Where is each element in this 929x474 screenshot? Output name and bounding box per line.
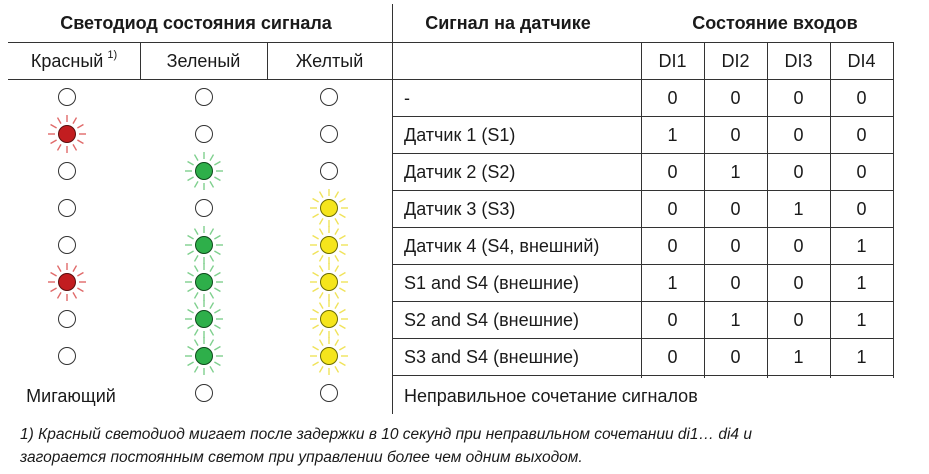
yellow-led-off-icon (320, 88, 338, 106)
yellow-led-off-icon (320, 384, 338, 402)
di4-value: 1 (856, 310, 867, 330)
grid-line (392, 42, 641, 43)
di2-value: 0 (730, 88, 741, 108)
sensor-cell: S3 and S4 (внешние) (404, 347, 580, 367)
di2-value: 0 (730, 347, 741, 367)
green-led-on-icon (195, 162, 213, 180)
red-led-off-icon (58, 310, 76, 328)
grid-line (767, 42, 768, 378)
grid-line (140, 42, 141, 79)
di3-value: 0 (793, 88, 804, 108)
di4-value: 0 (856, 88, 867, 108)
grid-line (392, 264, 893, 265)
green-led-on-icon (195, 236, 213, 254)
footnote-line-2: загорается постоянным светом при управлении более чем одним выходом. (20, 449, 583, 466)
di1-header: DI1 (658, 50, 687, 71)
green-led-off-icon (195, 384, 213, 402)
red-led-on-icon (58, 273, 76, 291)
di2-value: 0 (730, 236, 741, 256)
wrong-combination-label: Неправильное сочетание сигналов (404, 385, 698, 406)
green-led-on-icon (195, 273, 213, 291)
sensor-header: Сигнал на датчике (425, 12, 591, 33)
green-led-on-icon (195, 347, 213, 365)
green-led-on-icon (195, 310, 213, 328)
di1-value: 0 (667, 236, 678, 256)
red-led-off-icon (58, 162, 76, 180)
di4-value: 0 (856, 162, 867, 182)
grid-line (392, 153, 893, 154)
green-column-header: Зеленый (166, 50, 241, 71)
sensor-cell: S1 and S4 (внешние) (404, 273, 580, 293)
green-led-off-icon (195, 199, 213, 217)
red-column-header (8, 43, 140, 79)
yellow-led-on-icon (320, 273, 338, 291)
grid-line (392, 4, 393, 414)
leds-header: Светодиод состояния сигнала (60, 12, 332, 33)
grid-line (267, 42, 268, 79)
di4-value: 1 (856, 273, 867, 293)
grid-line (704, 42, 705, 378)
grid-line (392, 227, 893, 228)
di1-value: 1 (667, 273, 678, 293)
di2-value: 0 (730, 125, 741, 145)
grid-line (641, 42, 642, 378)
di3-value: 1 (793, 347, 804, 367)
di2-value: 1 (730, 310, 741, 330)
sensor-cell: S2 and S4 (внешние) (404, 310, 580, 330)
sensor-cell: Датчик 1 (S1) (404, 125, 516, 145)
di2-value: 0 (730, 199, 741, 219)
di1-value: 0 (667, 88, 678, 108)
di1-value: 0 (667, 347, 678, 367)
red-led-on-icon (58, 125, 76, 143)
red-led-off-icon (58, 236, 76, 254)
sensor-cell: Датчик 4 (S4, внешний) (404, 236, 600, 256)
sensor-cell: Датчик 3 (S3) (404, 199, 516, 219)
grid-line (392, 375, 893, 376)
footnote-line-1: 1) Красный светодиод мигает после задержки в 10 секунд при неправильном сочетании di1… di4 и (20, 426, 752, 443)
yellow-led-on-icon (320, 310, 338, 328)
di4-value: 0 (856, 199, 867, 219)
di2-value: 0 (730, 273, 741, 293)
blinking-label: Мигающий (26, 385, 116, 406)
red-footnote-marker: 1) (107, 49, 118, 61)
grid-line (392, 301, 893, 302)
yellow-column-header: Желтый (295, 50, 364, 71)
grid-line (893, 42, 894, 378)
red-led-off-icon (58, 199, 76, 217)
di4-value: 1 (856, 236, 867, 256)
grid-line (8, 79, 893, 80)
di4-header: DI4 (847, 50, 876, 71)
sensor-cell: Датчик 2 (S2) (404, 162, 516, 182)
di4-value: 0 (856, 125, 867, 145)
yellow-led-off-icon (320, 162, 338, 180)
green-led-off-icon (195, 125, 213, 143)
yellow-led-off-icon (320, 125, 338, 143)
di3-value: 0 (793, 125, 804, 145)
di3-value: 0 (793, 273, 804, 293)
grid-line (392, 190, 893, 191)
di3-value: 0 (793, 310, 804, 330)
grid-line (8, 42, 392, 43)
sensor-cell: - (404, 88, 410, 108)
di1-value: 0 (667, 199, 678, 219)
di3-value: 0 (793, 236, 804, 256)
yellow-led-on-icon (320, 236, 338, 254)
di4-value: 1 (856, 347, 867, 367)
di3-value: 0 (793, 162, 804, 182)
di1-value: 0 (667, 162, 678, 182)
yellow-led-on-icon (320, 347, 338, 365)
di2-header: DI2 (721, 50, 750, 71)
grid-line (392, 116, 893, 117)
red-led-off-icon (58, 88, 76, 106)
grid-line (830, 42, 831, 378)
inputs-header: Состояние входов (692, 12, 858, 33)
di1-value: 1 (667, 125, 678, 145)
yellow-led-on-icon (320, 199, 338, 217)
di3-value: 1 (793, 199, 804, 219)
di2-value: 1 (730, 162, 741, 182)
grid-line (392, 338, 893, 339)
di1-value: 0 (667, 310, 678, 330)
di3-header: DI3 (784, 50, 813, 71)
red-led-off-icon (58, 347, 76, 365)
green-led-off-icon (195, 88, 213, 106)
red-column-label: Красный (30, 50, 104, 71)
